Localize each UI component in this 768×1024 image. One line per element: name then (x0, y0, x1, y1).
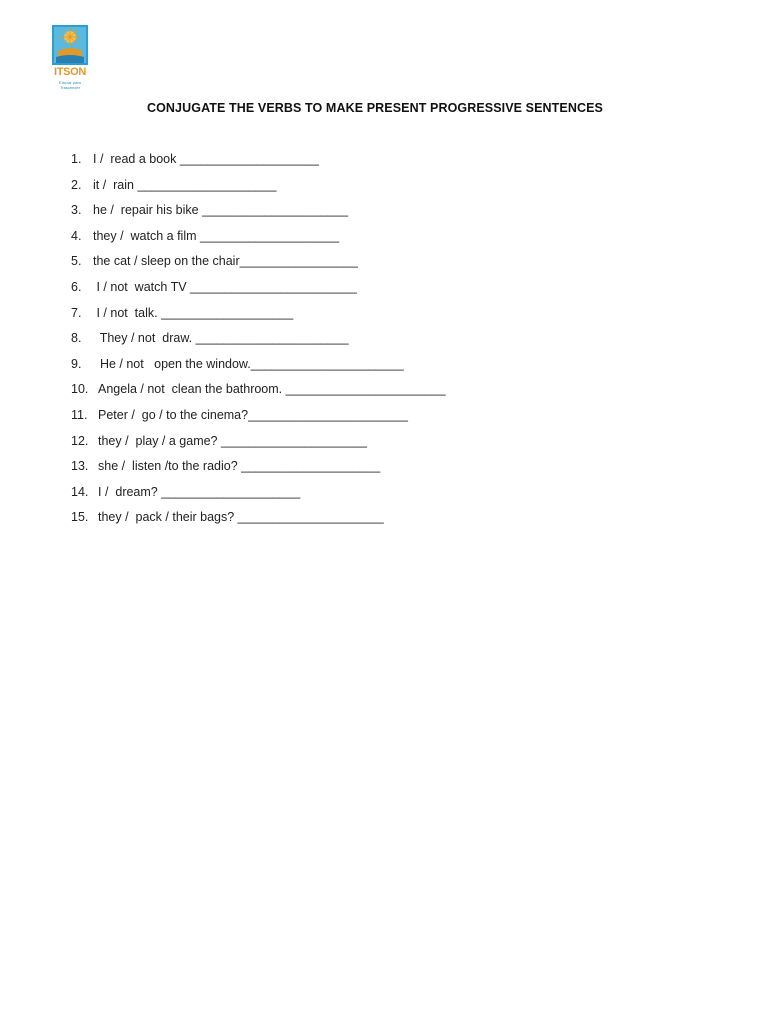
list-item (71, 330, 446, 356)
list-item (71, 151, 446, 177)
list-item (71, 407, 446, 433)
item-number: 10. (71, 382, 89, 397)
list-item (71, 177, 446, 203)
list-item (71, 228, 446, 254)
list-item (71, 484, 446, 510)
item-text: the cat / sleep on the chair_________________ (93, 254, 358, 269)
item-number: 5. (71, 254, 82, 269)
list-item (71, 305, 446, 331)
item-number: 4. (71, 228, 82, 243)
list-item (71, 356, 446, 382)
item-text: it / rain ____________________ (93, 177, 277, 192)
list-item (71, 253, 446, 279)
item-text: I / not watch TV ________________________ (93, 279, 357, 294)
item-text: I / not talk. ___________________ (93, 305, 294, 320)
item-text: They / not draw. ______________________ (93, 331, 349, 346)
itson-emblem-icon (52, 25, 88, 65)
item-number: 12. (71, 433, 89, 448)
item-text: they / pack / their bags? _____________________ (98, 510, 384, 525)
list-item (71, 381, 446, 407)
item-text: I / dream? ____________________ (98, 484, 301, 499)
logo-wordmark: ITSON (53, 66, 87, 78)
item-number: 6. (71, 279, 82, 294)
item-number: 13. (71, 459, 89, 474)
item-number: 1. (71, 152, 82, 166)
logo-tagline: Educar para Trascender (59, 80, 81, 90)
item-text: she / listen /to the radio? ____________________ (98, 459, 381, 474)
item-text: Peter / go / to the cinema?_______________________ (98, 407, 408, 422)
item-number: 7. (71, 305, 82, 320)
item-text: Angela / not clean the bathroom. _______________________ (98, 382, 446, 397)
item-number: 2. (71, 177, 82, 192)
list-item (71, 433, 446, 459)
itson-logo (52, 25, 88, 93)
list-item (71, 202, 446, 228)
item-number: 9. (71, 356, 82, 371)
list-item (71, 279, 446, 305)
item-number: 15. (71, 510, 89, 525)
item-number: 11. (71, 407, 88, 422)
item-number: 3. (71, 203, 82, 218)
item-text: they / watch a film ____________________ (93, 228, 340, 243)
item-number: 14. (71, 484, 89, 499)
item-number: 8. (71, 331, 82, 346)
item-text: I / read a book ____________________ (93, 152, 319, 166)
item-text: they / play / a game? _____________________ (98, 433, 367, 448)
item-text: he / repair his bike _____________________ (93, 203, 349, 218)
list-item (71, 458, 446, 484)
item-text: He / not open the window.______________________ (93, 356, 404, 371)
page-title: CONJUGATE THE VERBS TO MAKE PRESENT PROGRESSIVE SENTENCES (146, 101, 603, 115)
exercise-list (71, 151, 446, 535)
list-item (71, 509, 446, 535)
